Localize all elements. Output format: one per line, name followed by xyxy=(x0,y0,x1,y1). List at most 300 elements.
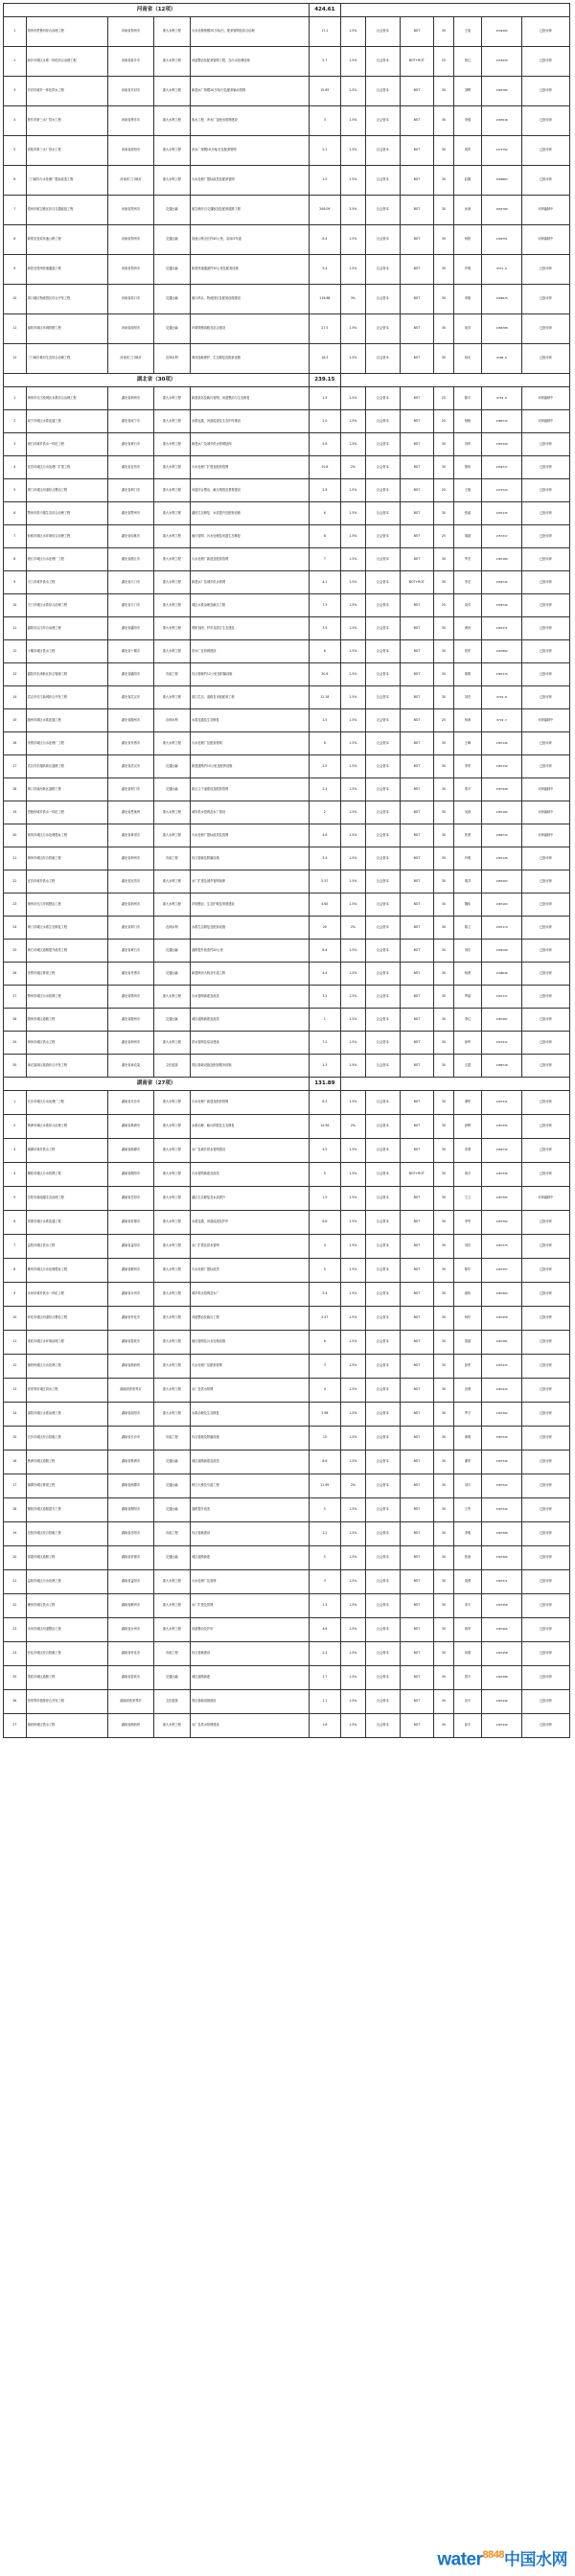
cell-type: 重大水利工程 xyxy=(153,47,190,77)
cell-share: 1.5% xyxy=(340,986,366,1009)
table-row xyxy=(4,663,570,686)
cell-contact: 彭军 xyxy=(453,1355,482,1379)
cell-party: 社会资本 xyxy=(366,1139,400,1163)
cell-years: 30 xyxy=(434,285,454,314)
cell-status: 已批可研 xyxy=(521,893,569,917)
cell-share: 2.5% xyxy=(340,77,366,106)
cell-phone: 1387287 xyxy=(482,1009,521,1032)
cell-invest: 20 xyxy=(310,917,341,940)
cell-phone: 1397392 xyxy=(482,1403,521,1427)
table-row xyxy=(4,387,570,410)
cell-region: 河南省新乡市 xyxy=(108,47,153,77)
cell-no: 13 xyxy=(4,663,27,686)
cell-mode: BOT xyxy=(400,893,433,917)
cell-mode: BOT xyxy=(400,1139,433,1163)
cell-phone: 1387142 xyxy=(482,755,521,778)
cell-name: 新乡市城区水系一体化综合治理工程 xyxy=(26,47,108,77)
cell-party: 社会资本 xyxy=(366,1690,400,1714)
cell-mode: BOT xyxy=(400,1091,433,1115)
cell-region: 湖北省宜昌市 xyxy=(108,870,153,893)
table-row xyxy=(4,1570,570,1594)
cell-party: 社会资本 xyxy=(366,1163,400,1187)
cell-contact: 李明 xyxy=(453,1522,482,1546)
table-row xyxy=(4,1618,570,1642)
cell-mode: BOT xyxy=(400,196,433,225)
cell-type: 重大水利工程 xyxy=(153,1187,190,1211)
cell-region: 湖北省荆州市 xyxy=(108,893,153,917)
cell-name: 荆州市城区综合管廊工程 xyxy=(26,847,108,870)
cell-name: 怀化市城区河道综合整治工程 xyxy=(26,1307,108,1331)
cell-contact: 熊伟 xyxy=(453,456,482,479)
cell-mode: BOT xyxy=(400,433,433,456)
cell-mode: BOT xyxy=(400,106,433,136)
cell-type: 交通运输 xyxy=(153,963,190,986)
cell-invest: 5.7 xyxy=(310,47,341,77)
cell-party: 社会资本 xyxy=(366,1450,400,1474)
cell-content: 水系治理及生态修复 xyxy=(190,1403,309,1427)
section-header-row xyxy=(4,4,570,17)
cell-content: 综合管廊建设 xyxy=(190,1522,309,1546)
section-spacer xyxy=(340,1078,569,1091)
cell-phone: 1380718 xyxy=(482,1055,521,1078)
cell-mode: BOT xyxy=(400,1618,433,1642)
cell-phone: 1397439 xyxy=(482,1714,521,1738)
table-row xyxy=(4,410,570,433)
cell-contact: 陈华 xyxy=(453,1259,482,1283)
cell-region: 湖北省武汉市 xyxy=(108,686,153,709)
cell-no: 24 xyxy=(4,917,27,940)
cell-party: 社会资本 xyxy=(366,617,400,640)
cell-content: 水厂及供水管网建设 xyxy=(190,1714,309,1738)
cell-status: 已批可研 xyxy=(521,963,569,986)
cell-content: 水系治理、截污纳管及生态修复 xyxy=(190,1115,309,1139)
cell-mode: BOT xyxy=(400,1055,433,1078)
cell-share: 1.5% xyxy=(340,1403,366,1427)
cell-party: 社会资本 xyxy=(366,571,400,594)
cell-mode: BOT xyxy=(400,1187,433,1211)
cell-name: 三门峡市黄河生态综合治理工程 xyxy=(26,344,108,374)
cell-party: 社会资本 xyxy=(366,1498,400,1522)
cell-type: 重大水利工程 xyxy=(153,166,190,196)
cell-type: 重大水利工程 xyxy=(153,106,190,136)
cell-no: 5 xyxy=(4,136,27,166)
cell-type: 重大水利工程 xyxy=(153,1115,190,1139)
cell-share: 3% xyxy=(340,285,366,314)
cell-content: 河道整治及配套管网工程，含污水处理设施 xyxy=(190,47,309,77)
section-total: 131.89 xyxy=(310,1078,341,1091)
cell-phone: 1387276 xyxy=(482,663,521,686)
cell-no: 9 xyxy=(4,1283,27,1307)
cell-name: 武汉市长江新城综合开发工程 xyxy=(26,686,108,709)
cell-no: 2 xyxy=(4,1115,27,1139)
cell-party: 社会资本 xyxy=(366,1594,400,1618)
cell-share: 1.5% xyxy=(340,1211,366,1235)
cell-no: 4 xyxy=(4,456,27,479)
cell-years: 30 xyxy=(434,778,454,801)
cell-name: 常德市城区水系连通工程 xyxy=(26,1211,108,1235)
cell-invest: 206.09 xyxy=(310,196,341,225)
cell-content: 综合管廊约12公里及附属设施 xyxy=(190,663,309,686)
cell-phone: 0371-6 xyxy=(482,255,521,285)
cell-party: 社会资本 xyxy=(366,1427,400,1450)
cell-years: 30 xyxy=(434,1594,454,1618)
cell-no: 8 xyxy=(4,1259,27,1283)
cell-type: 重大水利工程 xyxy=(153,136,190,166)
cell-type: 重大水利工程 xyxy=(153,77,190,106)
cell-mode: BOT xyxy=(400,1259,433,1283)
cell-years: 30 xyxy=(434,1307,454,1331)
cell-invest: 1.5 xyxy=(310,1187,341,1211)
cell-party: 社会资本 xyxy=(366,387,400,410)
cell-mode: BOT xyxy=(400,594,433,617)
cell-mode: BOT xyxy=(400,940,433,963)
cell-no: 17 xyxy=(4,755,27,778)
cell-name: 怀化市城区综合管廊工程 xyxy=(26,1642,108,1666)
cell-phone: 1397362 xyxy=(482,1211,521,1235)
cell-party: 社会资本 xyxy=(366,1115,400,1139)
cell-no: 15 xyxy=(4,1427,27,1450)
cell-party: 社会资本 xyxy=(366,1714,400,1738)
table-row xyxy=(4,1474,570,1498)
cell-no: 28 xyxy=(4,1009,27,1032)
cell-name: 天门市城区水系综合治理工程 xyxy=(26,594,108,617)
cell-status: 已批可研 xyxy=(521,47,569,77)
cell-mode: BOT xyxy=(400,686,433,709)
cell-type: 重大水利工程 xyxy=(153,1403,190,1427)
cell-share: 1.5% xyxy=(340,893,366,917)
section-spacer xyxy=(340,4,569,17)
cell-party: 社会资本 xyxy=(366,17,400,47)
cell-years: 30 xyxy=(434,1163,454,1187)
cell-contact: 王立 xyxy=(453,1187,482,1211)
cell-region: 河南省三门峡市 xyxy=(108,166,153,196)
cell-region: 湖南省株洲市 xyxy=(108,1450,153,1474)
table-row xyxy=(4,136,570,166)
cell-mode: BOT xyxy=(400,525,433,548)
cell-years: 30 xyxy=(434,1283,454,1307)
cell-content: 综合管廊及附属设施 xyxy=(190,1427,309,1450)
cell-phone: 1387163 xyxy=(482,893,521,917)
cell-contact: 田勇 xyxy=(453,1379,482,1403)
cell-content: 湖泊生态修复、水质提升及配套设施 xyxy=(190,502,309,525)
cell-status: 已批可研 xyxy=(521,594,569,617)
cell-phone: 1387126 xyxy=(482,732,521,755)
table-row xyxy=(4,502,570,525)
cell-region: 湖北省潜江市 xyxy=(108,548,153,571)
cell-type: 重大水利工程 xyxy=(153,502,190,525)
cell-content: 污水处理厂新建及配套管网 xyxy=(190,548,309,571)
cell-name: 黄石市城乡供水一体化工程 xyxy=(26,433,108,456)
cell-invest: 8.4 xyxy=(310,225,341,255)
cell-status: 已批可研 xyxy=(521,1714,569,1738)
cell-share: 1.5% xyxy=(340,410,366,433)
cell-party: 社会资本 xyxy=(366,847,400,870)
section-total: 424.61 xyxy=(310,4,341,17)
cell-type: 农林水利 xyxy=(153,917,190,940)
cell-region: 湖北省荆门市 xyxy=(108,479,153,502)
cell-status: 已批可研 xyxy=(521,77,569,106)
cell-phone: 1387271 xyxy=(482,617,521,640)
cell-invest: 5.57 xyxy=(310,870,341,893)
cell-status: 已批可研 xyxy=(521,1115,569,1139)
cell-contact: 何芳 xyxy=(453,314,482,344)
cell-party: 社会资本 xyxy=(366,166,400,196)
cell-no: 25 xyxy=(4,1666,27,1690)
cell-phone: 1387446 xyxy=(482,1690,521,1714)
cell-phone: 1360726 xyxy=(482,571,521,594)
cell-type: 交通运输 xyxy=(153,755,190,778)
cell-type: 交通运输 xyxy=(153,1546,190,1570)
cell-contact: 彭平 xyxy=(453,1714,482,1738)
cell-invest: 4.6 xyxy=(310,1618,341,1642)
cell-status: 已批可研 xyxy=(521,548,569,571)
cell-status: 已批可研 xyxy=(521,17,569,47)
cell-content: 污水处理厂及管网 xyxy=(190,1570,309,1594)
cell-no: 10 xyxy=(4,594,27,617)
cell-content: 截污管网及污水处理设施 xyxy=(190,1331,309,1355)
table-row xyxy=(4,1187,570,1211)
cell-status: 可研编制中 xyxy=(521,824,569,847)
cell-contact: 杨华 xyxy=(453,1307,482,1331)
cell-region: 湖北省孝感市 xyxy=(108,732,153,755)
cell-party: 社会资本 xyxy=(366,136,400,166)
cell-no: 25 xyxy=(4,940,27,963)
cell-mode: BOT xyxy=(400,870,433,893)
cell-status: 已批可研 xyxy=(521,686,569,709)
cell-mode: BOT+ROT xyxy=(400,571,433,594)
cell-party: 社会资本 xyxy=(366,548,400,571)
cell-invest: 5.4 xyxy=(310,1283,341,1307)
table-row xyxy=(4,1307,570,1331)
cell-contact: 郑平 xyxy=(453,778,482,801)
cell-party: 社会资本 xyxy=(366,1403,400,1427)
cell-region: 湖南省湘西州 xyxy=(108,1355,153,1379)
cell-years: 30 xyxy=(434,456,454,479)
cell-region: 湖南省长沙市 xyxy=(108,1091,153,1115)
cell-share: 1.5% xyxy=(340,1379,366,1403)
cell-content: 航空港综合交通枢纽及配套道路工程 xyxy=(190,196,309,225)
cell-status: 已批可研 xyxy=(521,1379,569,1403)
cell-name: 周口港区物流园区综合开发工程 xyxy=(26,285,108,314)
cell-type: 重大水利工程 xyxy=(153,410,190,433)
cell-status: 已批可研 xyxy=(521,1474,569,1498)
cell-party: 社会资本 xyxy=(366,1259,400,1283)
cell-no: 19 xyxy=(4,801,27,824)
cell-content: 水系连通、河道疏浚及护岸 xyxy=(190,1211,309,1235)
cell-years: 25 xyxy=(434,47,454,77)
cell-invest: 7.3 xyxy=(310,594,341,617)
table-row xyxy=(4,917,570,940)
cell-status: 已批可研 xyxy=(521,663,569,686)
cell-mode: BOT xyxy=(400,548,433,571)
cell-name: 仙桃市城区水环境综合治理工程 xyxy=(26,525,108,548)
cell-party: 社会资本 xyxy=(366,1618,400,1642)
cell-content: 污水处理厂及配套管网 xyxy=(190,732,309,755)
cell-no: 2 xyxy=(4,47,27,77)
cell-name: 娄底市城区水环境治理工程 xyxy=(26,1331,108,1355)
cell-region: 湖北省随州市 xyxy=(108,1009,153,1032)
table-row xyxy=(4,778,570,801)
cell-no: 21 xyxy=(4,1570,27,1594)
cell-invest: 8.6 xyxy=(310,1450,341,1474)
table-row xyxy=(4,1355,570,1379)
cell-years: 30 xyxy=(434,1009,454,1032)
cell-invest: 2.0 xyxy=(310,410,341,433)
cell-phone: 1599883 xyxy=(482,166,521,196)
cell-phone: 1397311 xyxy=(482,1091,521,1115)
cell-contact: 肖明 xyxy=(453,847,482,870)
cell-share: 1.5% xyxy=(340,1055,366,1078)
cell-mode: BOT xyxy=(400,847,433,870)
cell-region: 湖南省岳阳市 xyxy=(108,1187,153,1211)
cell-invest: 2.4 xyxy=(310,778,341,801)
cell-type: 文化旅游 xyxy=(153,1690,190,1714)
cell-type: 交通运输 xyxy=(153,1474,190,1498)
cell-share: 1.5% xyxy=(340,136,366,166)
cell-region: 湖南省湘西州 xyxy=(108,1714,153,1738)
cell-share: 2.5% xyxy=(340,663,366,686)
table-row xyxy=(4,824,570,847)
cell-share: 1.5% xyxy=(340,594,366,617)
cell-party: 社会资本 xyxy=(366,344,400,374)
cell-no: 17 xyxy=(4,1474,27,1498)
cell-party: 社会资本 xyxy=(366,1546,400,1570)
cell-years: 30 xyxy=(434,1498,454,1522)
cell-no: 14 xyxy=(4,686,27,709)
cell-no: 4 xyxy=(4,1163,27,1187)
cell-share: 1.5% xyxy=(340,1618,366,1642)
cell-name: 荆州市城区供水工程 xyxy=(26,1032,108,1055)
cell-name: 十堰市城区供水工程 xyxy=(26,640,108,663)
cell-phone: 1387322 xyxy=(482,1474,521,1498)
cell-contact: 李军 xyxy=(453,755,482,778)
cell-years: 30 xyxy=(434,1187,454,1211)
cell-content: 污水处理厂提标改造及管网 xyxy=(190,824,309,847)
section-title: 河南省（12项） xyxy=(4,4,310,17)
table-row xyxy=(4,525,570,548)
cell-mode: BOT xyxy=(400,778,433,801)
cell-content: 水厂扩建及供水管网 xyxy=(190,1235,309,1259)
cell-type: 交通运输 xyxy=(153,940,190,963)
table-row xyxy=(4,1642,570,1666)
cell-phone: 1399700 xyxy=(482,940,521,963)
cell-share: 1.5% xyxy=(340,1009,366,1032)
cell-party: 社会资本 xyxy=(366,77,400,106)
cell-party: 社会资本 xyxy=(366,824,400,847)
cell-name: 鄂州市梁子湖生态综合治理工程 xyxy=(26,502,108,525)
table-row xyxy=(4,255,570,285)
table-row xyxy=(4,986,570,1009)
cell-type: 市政工程 xyxy=(153,663,190,686)
cell-contact: 杨光 xyxy=(453,344,482,374)
cell-share: 1.5% xyxy=(340,106,366,136)
table-row xyxy=(4,1009,570,1032)
cell-type: 农林水利 xyxy=(153,344,190,374)
cell-mode: BOT xyxy=(400,285,433,314)
cell-mode: BOT xyxy=(400,709,433,732)
cell-mode: BOT xyxy=(400,166,433,196)
cell-share: 1.5% xyxy=(340,17,366,47)
cell-invest: 12.18 xyxy=(310,686,341,709)
cell-contact: 彭辉 xyxy=(453,1115,482,1139)
cell-mode: BOT xyxy=(400,617,433,640)
cell-type: 交通运输 xyxy=(153,1498,190,1522)
cell-status: 已批可研 xyxy=(521,479,569,502)
cell-status: 已批可研 xyxy=(521,1594,569,1618)
cell-years: 30 xyxy=(434,433,454,456)
cell-status: 已批可研 xyxy=(521,344,569,374)
cell-share: 1.5% xyxy=(340,1283,366,1307)
cell-content: 水厂扩建及管网 xyxy=(190,1594,309,1618)
cell-region: 湖南省益阳市 xyxy=(108,1235,153,1259)
table-row xyxy=(4,755,570,778)
cell-phone: 1380715 xyxy=(482,410,521,433)
cell-party: 社会资本 xyxy=(366,1307,400,1331)
cell-mode: BOT xyxy=(400,1427,433,1450)
cell-mode: BOT xyxy=(400,963,433,986)
cell-phone: 1397458 xyxy=(482,1642,521,1666)
cell-status: 已批可研 xyxy=(521,1211,569,1235)
cell-content: 湖区生态修复及水质提升 xyxy=(190,1187,309,1211)
cell-content: 景区基础设施及配套服务设施 xyxy=(190,1055,309,1078)
cell-years: 30 xyxy=(434,1091,454,1115)
cell-mode: BOT xyxy=(400,1211,433,1235)
cell-status: 已批可研 xyxy=(521,1259,569,1283)
cell-phone: 1387305 xyxy=(482,1187,521,1211)
section-title: 湖南省（27项） xyxy=(4,1078,310,1091)
cell-party: 社会资本 xyxy=(366,1091,400,1115)
table-row xyxy=(4,456,570,479)
cell-years: 30 xyxy=(434,1115,454,1139)
cell-content: 城区道路新建 xyxy=(190,1666,309,1690)
cell-contact: 陈平 xyxy=(453,387,482,410)
cell-name: 张家界市城区供水工程 xyxy=(26,1379,108,1403)
cell-phone: 1369717 xyxy=(482,456,521,479)
cell-status: 已批可研 xyxy=(521,1570,569,1594)
cell-status: 已批可研 xyxy=(521,640,569,663)
cell-name: 郴州市城区污水处理提标工程 xyxy=(26,1259,108,1283)
cell-mode: BOT xyxy=(400,755,433,778)
cell-name: 洛阳市第三水厂供水工程 xyxy=(26,136,108,166)
cell-name: 娄底市城区道路工程 xyxy=(26,1666,108,1690)
cell-status: 已批可研 xyxy=(521,1450,569,1474)
cell-status: 已批可研 xyxy=(521,571,569,594)
cell-no: 18 xyxy=(4,1498,27,1522)
cell-content: 新建水厂及城乡供水管网延伸 xyxy=(190,433,309,456)
cell-no: 23 xyxy=(4,893,27,917)
cell-status: 已批可研 xyxy=(521,1427,569,1450)
cell-years: 25 xyxy=(434,387,454,410)
cell-phone: 1369751 xyxy=(482,225,521,255)
cell-no: 3 xyxy=(4,1139,27,1163)
cell-region: 湖北省咸宁市 xyxy=(108,410,153,433)
cell-status: 已批可研 xyxy=(521,502,569,525)
cell-party: 社会资本 xyxy=(366,686,400,709)
cell-region: 湖北省荆门市 xyxy=(108,917,153,940)
cell-content: 新建跨河大桥及引道工程 xyxy=(190,963,309,986)
cell-invest: 11.95 xyxy=(310,1474,341,1498)
cell-invest: 1.1 xyxy=(310,1690,341,1714)
cell-region: 湖南省张家界市 xyxy=(108,1690,153,1714)
cell-name: 襄阳市东津新区综合管廊工程 xyxy=(26,663,108,686)
cell-contact: 李红 xyxy=(453,1009,482,1032)
cell-invest: 3 xyxy=(310,106,341,136)
cell-no: 7 xyxy=(4,525,27,548)
cell-invest: 6.8 xyxy=(310,1211,341,1235)
cell-no: 21 xyxy=(4,847,27,870)
cell-years: 30 xyxy=(434,1139,454,1163)
cell-mode: BOT xyxy=(400,255,433,285)
